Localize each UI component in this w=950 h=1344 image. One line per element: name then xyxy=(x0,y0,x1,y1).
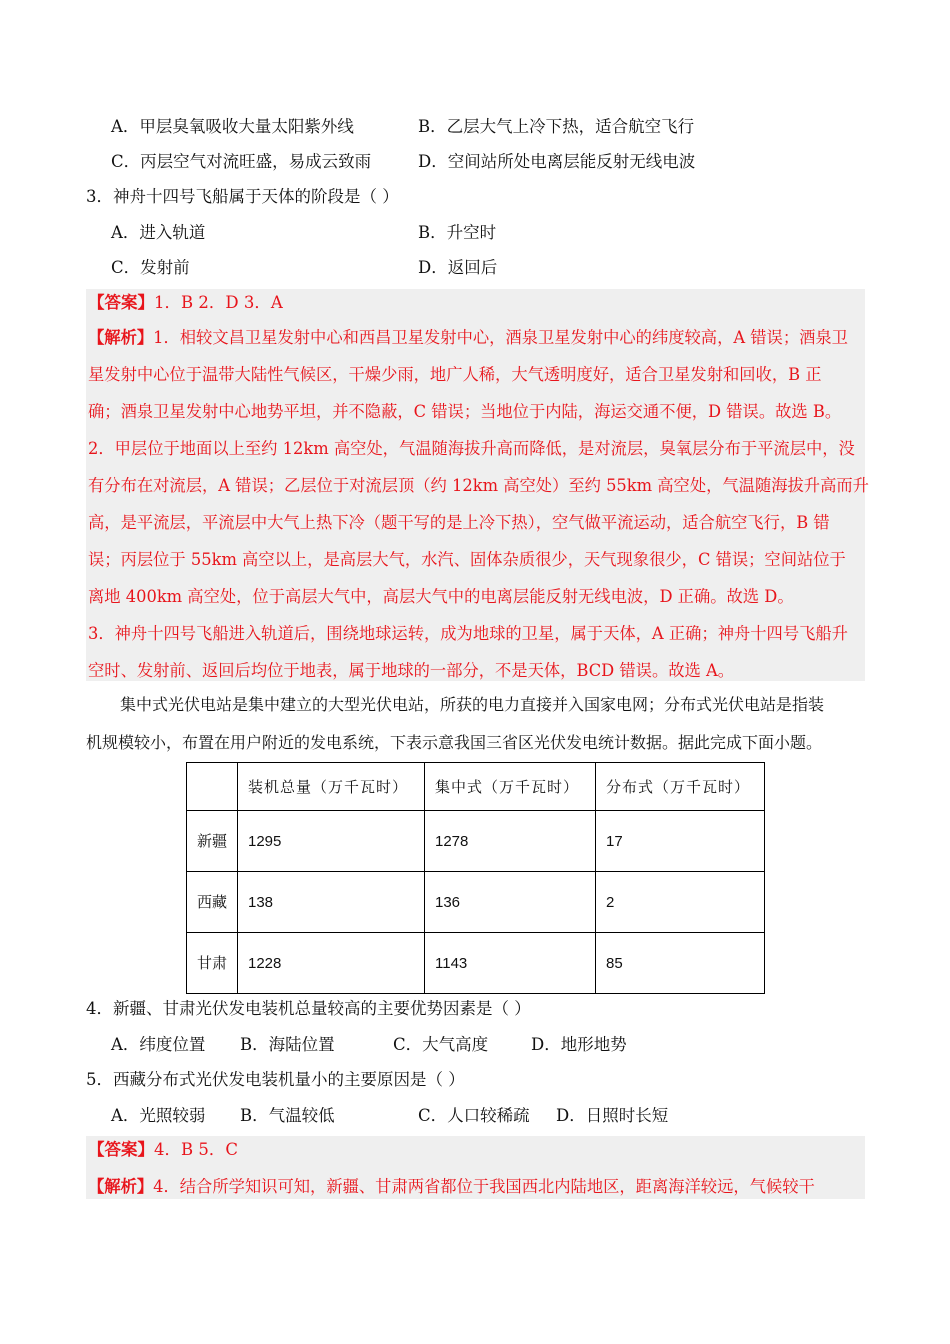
analysis-1-line-6: 高，是平流层，平流层中大气上热下冷（题干写的是上冷下热），空气做平流运动，适合航空飞行，B 错 xyxy=(88,513,830,532)
table-header-cell: 分布式（万千瓦时） xyxy=(596,763,765,811)
distributed-cell: 85 xyxy=(596,933,765,994)
analysis-1-line-10: 空时、发射前、返回后均位于地表，属于地球的一部分，不是天体，BCD 错误。故选 A。 xyxy=(88,661,735,680)
q2-option-b: B．乙层大气上冷下热，适合航空飞行 xyxy=(418,117,695,136)
analysis-text: 4．结合所学知识可知，新疆、甘肃两省都位于我国西北内陆地区，距离海洋较远，气候较干 xyxy=(153,1177,815,1196)
central-cell: 136 xyxy=(425,872,596,933)
q4-option-c: C．大气高度 xyxy=(393,1035,489,1054)
analysis-1-line-3: 确；酒泉卫星发射中心地势平坦，并不隐蔽，C 错误；当地位于内陆，海运交通不便，D 错误。故选 B。 xyxy=(88,402,842,421)
table-header-cell xyxy=(187,763,238,811)
pv-statistics-table xyxy=(186,762,765,994)
answer-2 xyxy=(88,1138,238,1162)
q3-option-a: A．进入轨道 xyxy=(111,223,206,242)
table-row xyxy=(187,933,765,994)
answer-tag: 【答案】 xyxy=(88,293,154,312)
analysis-text: 1．相较文昌卫星发射中心和西昌卫星发射中心，酒泉卫星发射中心的纬度较高，A 错误；酒泉卫 xyxy=(153,328,848,347)
province-cell: 新疆 xyxy=(187,811,238,872)
total-cell: 1295 xyxy=(238,811,425,872)
answer-1 xyxy=(88,291,283,315)
q3-option-b: B．升空时 xyxy=(418,223,497,242)
central-cell: 1143 xyxy=(425,933,596,994)
q4-option-a: A．纬度位置 xyxy=(111,1035,206,1054)
table-header-cell: 装机总量（万千瓦时） xyxy=(238,763,425,811)
q2-option-c: C．丙层空气对流旺盛，易成云致雨 xyxy=(111,152,372,171)
q3-stem: 3．神舟十四号飞船属于天体的阶段是（ ） xyxy=(86,187,399,206)
intro-line-2: 机规模较小，布置在用户附近的发电系统，下表示意我国三省区光伏发电统计数据。据此完成下面小题。 xyxy=(86,733,823,752)
province-cell: 甘肃 xyxy=(187,933,238,994)
analysis-tag: 【解析】 xyxy=(88,1177,154,1196)
central-cell: 1278 xyxy=(425,811,596,872)
answer-tag: 【答案】 xyxy=(88,1140,154,1159)
table-header-row xyxy=(187,763,765,811)
q5-option-b: B．气温较低 xyxy=(240,1106,335,1125)
analysis-1-line-9: 3．神舟十四号飞船进入轨道后，围绕地球运转，成为地球的卫星，属于天体，A 正确；神舟十四号飞船升 xyxy=(88,624,848,643)
q5-stem: 5．西藏分布式光伏发电装机量小的主要原因是（ ） xyxy=(86,1070,465,1089)
q2-option-d: D．空间站所处电离层能反射无线电波 xyxy=(418,152,696,171)
answer-text: 1．B 2．D 3．A xyxy=(154,293,283,312)
analysis-2-line-1 xyxy=(88,1175,815,1199)
table-row xyxy=(187,811,765,872)
analysis-1-line-8: 离地 400km 高空处，位于高层大气中，高层大气中的电离层能反射无线电波，D 正确。故选 D。 xyxy=(88,587,794,606)
total-cell: 1228 xyxy=(238,933,425,994)
total-cell: 138 xyxy=(238,872,425,933)
q5-option-d: D．日照时长短 xyxy=(556,1106,669,1125)
q3-option-d: D．返回后 xyxy=(418,258,498,277)
analysis-1-line-4: 2．甲层位于地面以上至约 12km 高空处，气温随海拔升高而降低，是对流层，臭氧层分布于平流层中，没 xyxy=(88,439,855,458)
analysis-1-line-2: 星发射中心位于温带大陆性气候区，干燥少雨，地广人稀，大气透明度好，适合卫星发射和回收，B 正 xyxy=(88,365,822,384)
q5-option-a: A．光照较弱 xyxy=(111,1106,206,1125)
q5-option-c: C．人口较稀疏 xyxy=(418,1106,530,1125)
distributed-cell: 2 xyxy=(596,872,765,933)
q4-option-b: B．海陆位置 xyxy=(240,1035,335,1054)
intro-line-1: 集中式光伏电站是集中建立的大型光伏电站，所获的电力直接并入国家电网；分布式光伏电站是指装 xyxy=(120,695,825,714)
analysis-1-line-5: 有分布在对流层，A 错误；乙层位于对流层顶（约 12km 高空处）至约 55km 高空处，气温随海拔升高而升 xyxy=(88,476,869,495)
table-header-cell: 集中式（万千瓦时） xyxy=(425,763,596,811)
answer-text: 4．B 5．C xyxy=(154,1140,238,1159)
q4-option-d: D．地形地势 xyxy=(531,1035,627,1054)
analysis-1-line-1 xyxy=(88,326,848,350)
analysis-tag: 【解析】 xyxy=(88,328,154,347)
q4-stem: 4．新疆、甘肃光伏发电装机总量较高的主要优势因素是（ ） xyxy=(86,999,531,1018)
province-cell: 西藏 xyxy=(187,872,238,933)
distributed-cell: 17 xyxy=(596,811,765,872)
q3-option-c: C．发射前 xyxy=(111,258,190,277)
analysis-1-line-7: 误；丙层位于 55km 高空以上，是高层大气，水汽、固体杂质很少，天气现象很少，C 错误；空间站位于 xyxy=(88,550,846,569)
table-row xyxy=(187,872,765,933)
q2-option-a: A．甲层臭氧吸收大量太阳紫外线 xyxy=(111,117,354,136)
